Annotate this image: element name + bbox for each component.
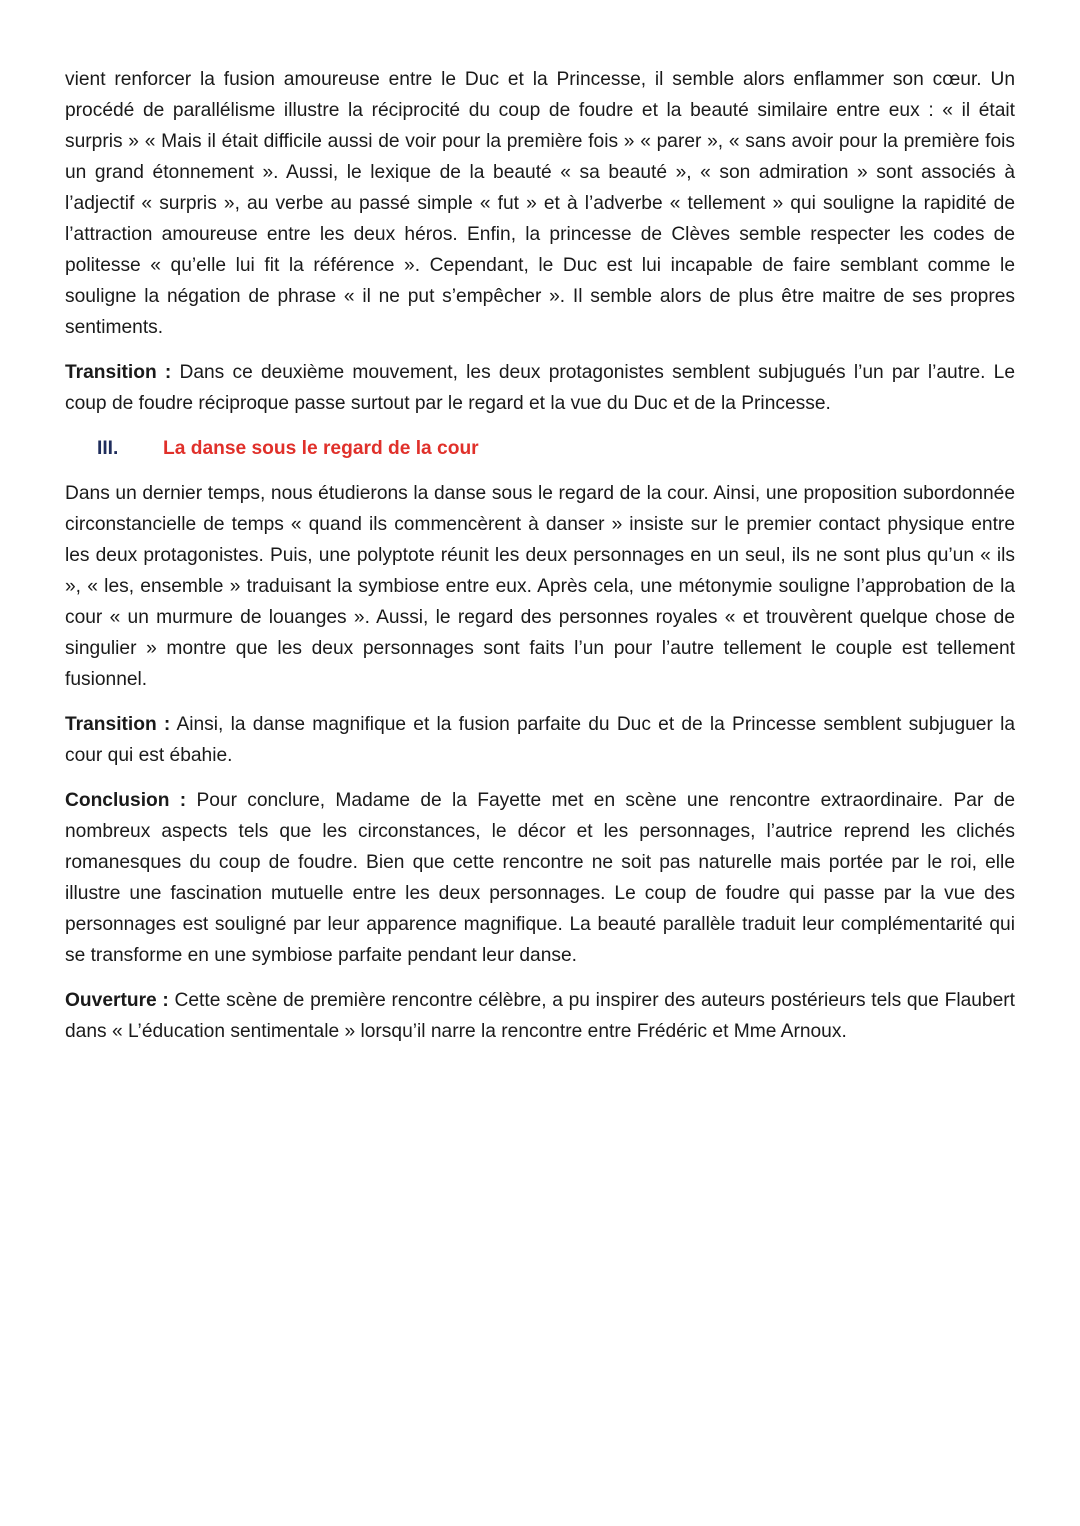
conclusion-text: Pour conclure, Madame de la Fayette met en scène une rencontre extraordinaire. Par de nombreux aspects tels que les circonstances, le décor et les personnages, l’autrice reprend les clichés romanesques du coup de foudre. Bien que cette rencontre ne soit pas naturelle mais portée par le roi, elle illustre une fascination mutuelle entre les deux personnages. Le coup de foudre qui passe par la vue des personnages est souligné par leur apparence magnifique. La beauté parallèle traduit leur complémentarité qui se transforme en une symbiose parfaite pendant leur danse. [65,790,1016,966]
transition-text: Dans ce deuxième mouvement, les deux protagonistes semblent subjugués l’un par l’autre. Le coup de foudre réciproque passe surtout par le regard et la vue du Duc et de la Princesse. [65,362,1015,414]
paragraph-analysis-continued: vient renforcer la fusion amoureuse entre le Duc et la Princesse, il semble alors enflammer son cœur. Un procédé de parallélisme illustre la réciprocité du coup de foudre et la beauté similaire entre eux : « il était surpris » « Mais il était difficile aussi de voir pour la première fois » « parer », « sans avoir pour la première fois un grand étonnement ». Aussi, le lexique de la beauté « sa beauté », « son admiration » sont associés à l’adjectif « surpris », au verbe au passé simple « fut » et à l’adverbe « tellement » qui souligne la rapidité de l’attraction amoureuse entre les deux héros. Enfin, la princesse de Clèves semble respecter les codes de politesse « qu’elle lui fit la référence ». Cependant, le Duc est lui incapable de faire semblant comme le souligne la négation de phrase « il ne put s’empêcher ». Il semble alors de plus être maitre de ses propres sentiments. [65,69,1015,338]
document-page [65,64,1015,1047]
transition-label: Transition : [65,714,171,735]
transition-label: Transition : [65,362,172,383]
conclusion-label: Conclusion : [65,790,187,811]
transition-paragraph-1 [65,357,1015,419]
transition-paragraph-2 [65,709,1015,771]
transition-text: Ainsi, la danse magnifique et la fusion parfaite du Duc et de la Princesse semblent subjuguer la cour qui est ébahie. [65,714,1015,766]
section-title: La danse sous le regard de la cour [163,438,479,459]
paragraph-section-3: Dans un dernier temps, nous étudierons la danse sous le regard de la cour. Ainsi, une proposition subordonnée circonstancielle de temps « quand ils commencèrent à danser » insiste sur le premier contact physique entre les deux protagonistes. Puis, une polyptote réunit les deux personnages en un seul, ils ne sont plus qu’un « ils », « les, ensemble » traduisant la symbiose entre eux. Après cela, une métonymie souligne l’approbation de la cour « un murmure de louanges ». Aussi, le regard des personnes royales « et trouvèrent quelque chose de singulier » montre que les deux personnages sont faits l’un pour l’autre tellement le couple est tellement fusionnel. [65,483,1015,690]
section-number: III. [97,438,119,459]
section-heading-3 [65,433,1015,464]
ouverture-text: Cette scène de première rencontre célèbre, a pu inspirer des auteurs postérieurs tels que Flaubert dans « L’éducation sentimentale » lorsqu’il narre la rencontre entre Frédéric et Mme Arnoux. [65,990,1015,1042]
ouverture-paragraph [65,985,1015,1047]
conclusion-paragraph [65,785,1015,971]
ouverture-label: Ouverture : [65,990,169,1011]
